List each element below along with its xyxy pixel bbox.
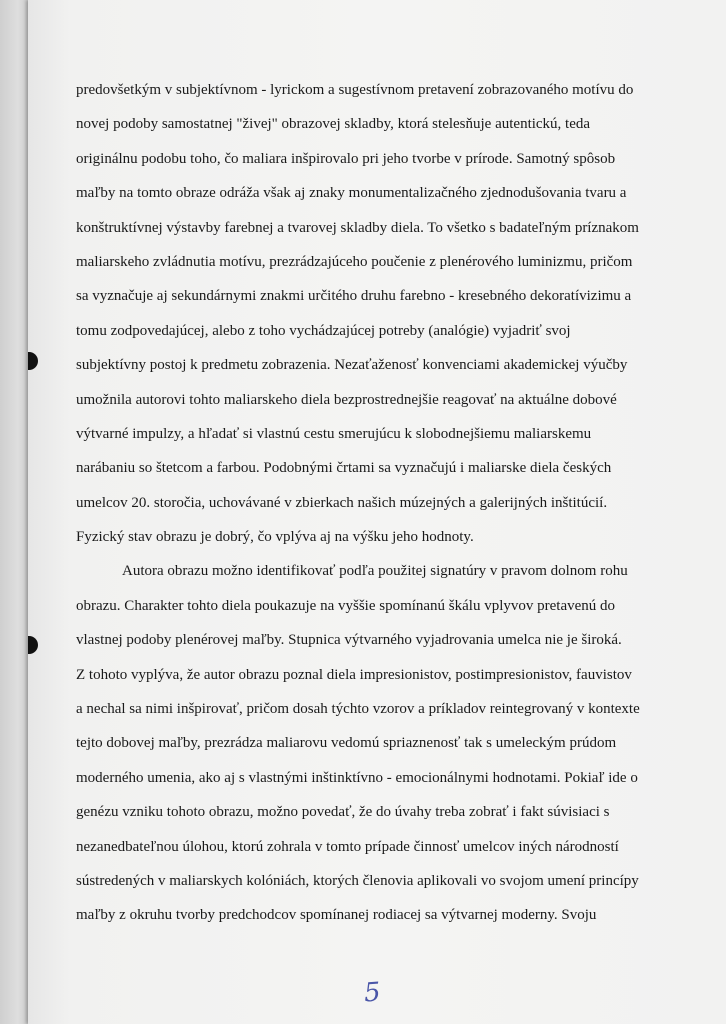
- text-line: maliarskeho zvládnutia motívu, prezrádzajúceho poučenie z plenérového luminizmu, pričom: [76, 253, 633, 270]
- text-line: vlastnej podoby plenérovej maľby. Stupnica výtvarného vyjadrovania umelca nie je široká.: [76, 632, 622, 649]
- text-line: obrazu. Charakter tohto diela poukazuje na vyššie spomínanú škálu vplyvov pretavenú do: [76, 597, 616, 614]
- background-surface: [0, 0, 30, 1024]
- text-line: Z tohoto vyplýva, že autor obrazu poznal diela impresionistov, postimpresionistov, fauvistov: [76, 666, 632, 683]
- text-line: maľby z okruhu tvorby predchodcov spomínanej rodiacej sa výtvarnej moderny. Svoju: [76, 907, 597, 924]
- text-line: tejto dobovej maľby, prezrádza maliarovu vedomú spriaznenosť tak s umeleckým prúdom: [76, 735, 617, 752]
- text-line: moderného umenia, ako aj s vlastnými inštinktívno - emocionálnymi hodnotami. Pokiaľ ide o: [76, 769, 638, 786]
- text-line: nezanedbateľnou úlohou, ktorú zohrala v tomto prípade činnosť umelcov iných národností: [76, 838, 619, 855]
- text-line: sústredených v maliarskych kolóniách, ktorých členovia aplikovali vo svojom umení princípy: [76, 872, 639, 889]
- text-line: subjektívny postoj k predmetu zobrazenia. Nezaťaženosť konvenciami akademickej výučby: [76, 357, 628, 374]
- text-line: maľby na tomto obraze odráža však aj znaky monumentalizačného zjednodušovania tvaru a: [76, 185, 627, 202]
- text-line: genézu vzniku tohoto obrazu, možno povedať, že do úvahy treba zobrať i fakt súvisiaci s: [76, 804, 610, 821]
- text-line: umelcov 20. storočia, uchovávané v zbierkach našich múzejných a galerijných inštitúcií.: [76, 494, 608, 511]
- text-line: Fyzický stav obrazu je dobrý, čo vplýva aj na výšku jeho hodnoty.: [76, 529, 474, 546]
- text-line: originálnu podobu toho, čo maliara inšpirovalo pri jeho tvorbe v prírode. Samotný spôsob: [76, 150, 616, 167]
- text-line: výtvarné impulzy, a hľadať si vlastnú cestu smerujúcu k slobodnejšiemu maliarskemu: [76, 425, 592, 442]
- handwritten-page-number: 5: [362, 977, 382, 1009]
- text-line: predovšetkým v subjektívnom - lyrickom a sugestívnom pretavení zobrazovaného motívu do: [76, 82, 634, 98]
- paragraph-start-line: Autora obrazu možno identifikovať podľa použitej signatúry v pravom dolnom rohu: [122, 563, 628, 580]
- text-line: a nechal sa nimi inšpirovať, pričom dosah týchto vzorov a príkladov reintegrovaný v kontexte: [76, 701, 640, 718]
- text-line: umožnila autorovi tohto maliarskeho diela bezprostrednejšie reagovať na aktuálne dobové: [76, 391, 617, 408]
- text-line: konštruktívnej výstavby farebnej a tvarovej skladby diela. To všetko s badateľným príznakom: [76, 219, 639, 236]
- text-line: sa vyznačuje aj sekundárnymi znakmi určitého druhu farebno - kresebného dekoratívizimu a: [76, 288, 632, 305]
- document-body: [76, 73, 646, 933]
- text-line: narábaniu so štetcom a farbou. Podobnými črtami sa vyznačujú i maliarske diela českých: [76, 460, 612, 477]
- text-line: tomu zodpovedajúcej, alebo z toho vychádzajúcej potreby (analógie) vyjadriť svoj: [76, 322, 571, 339]
- text-line: novej podoby samostatnej "živej" obrazovej skladby, ktorá stelesňuje autentickú, teda: [76, 116, 591, 133]
